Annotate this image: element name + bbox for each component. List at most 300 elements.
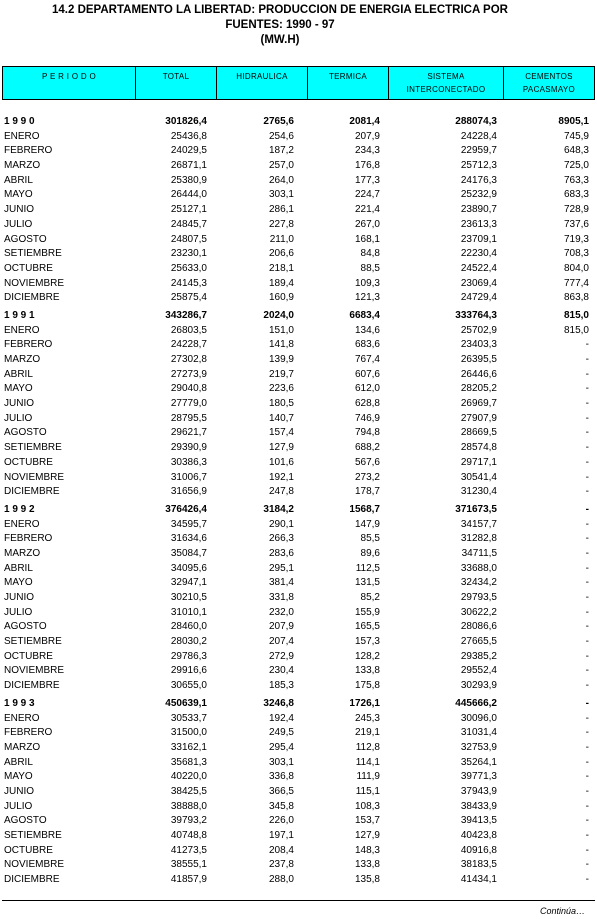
month-label: AGOSTO <box>4 621 47 633</box>
hidraulica-cell: 227,8 <box>268 218 294 230</box>
month-row <box>0 441 597 456</box>
termica-cell: 84,8 <box>360 248 380 260</box>
termica-cell: 1568,7 <box>349 503 380 515</box>
sistema-cell: 26395,5 <box>460 354 497 365</box>
month-label: SETIEMBRE <box>4 636 62 648</box>
termica-cell: 133,8 <box>354 859 380 871</box>
month-label: SETIEMBRE <box>4 442 62 454</box>
total-cell: 29390,9 <box>170 442 207 454</box>
total-cell: 33162,1 <box>170 741 207 753</box>
termica-cell: 2081,4 <box>349 116 380 127</box>
hidraulica-cell: 336,8 <box>268 771 294 783</box>
total-cell: 38888,0 <box>170 800 207 812</box>
total-cell: 24228,7 <box>170 339 207 351</box>
month-row <box>0 844 597 859</box>
total-cell: 24029,5 <box>170 145 207 157</box>
cementos-cell: 683,3 <box>563 189 589 201</box>
sistema-cell: 27907,9 <box>460 412 497 424</box>
sistema-cell: 23069,4 <box>460 277 497 289</box>
total-cell: 26871,1 <box>170 160 207 172</box>
hidraulica-cell: 139,9 <box>268 354 294 365</box>
month-row <box>0 785 597 800</box>
total-cell: 450639,1 <box>165 697 207 709</box>
sistema-cell: 29552,4 <box>460 665 497 677</box>
sistema-cell: 30293,9 <box>460 680 497 692</box>
cementos-cell: 815,0 <box>563 324 589 336</box>
month-row <box>0 679 597 694</box>
sistema-cell: 24522,4 <box>460 262 497 274</box>
sistema-cell: 28574,8 <box>460 442 497 454</box>
total-cell: 25875,4 <box>170 292 207 304</box>
month-row <box>0 635 597 650</box>
total-cell: 30210,5 <box>170 592 207 603</box>
cementos-cell: - <box>585 533 589 545</box>
month-row <box>0 426 597 441</box>
hidraulica-cell: 295,4 <box>268 741 294 753</box>
month-row <box>0 247 597 262</box>
cementos-cell: - <box>585 859 589 871</box>
hidraulica-cell: 381,4 <box>268 577 294 589</box>
sistema-cell: 37943,9 <box>460 785 497 797</box>
termica-cell: 109,3 <box>354 277 380 289</box>
month-row <box>0 233 597 248</box>
termica-cell: 153,7 <box>354 815 380 827</box>
termica-cell: 612,0 <box>354 383 380 395</box>
month-row <box>0 800 597 815</box>
termica-cell: 135,8 <box>354 874 380 886</box>
header-termica: TERMICA <box>308 67 389 100</box>
month-label: NOVIEMBRE <box>4 277 65 289</box>
cementos-cell: 804,0 <box>563 262 589 274</box>
sistema-cell: 23613,3 <box>460 218 497 230</box>
sistema-cell: 24176,3 <box>460 174 497 186</box>
termica-cell: 168,1 <box>354 233 380 245</box>
cementos-cell: - <box>585 680 589 692</box>
month-row <box>0 873 597 888</box>
month-label: JUNIO <box>4 592 34 603</box>
month-row <box>0 562 597 577</box>
month-label: ENERO <box>4 324 40 336</box>
termica-cell: 207,9 <box>354 130 380 142</box>
month-label: SETIEMBRE <box>4 248 62 260</box>
termica-cell: 273,2 <box>354 471 380 483</box>
month-row <box>0 547 597 562</box>
title-line-2: FUENTES: 1990 - 97 <box>225 19 335 31</box>
month-row <box>0 291 597 306</box>
month-label: DICIEMBRE <box>4 292 60 304</box>
month-label: ABRIL <box>4 174 33 186</box>
total-cell: 25436,8 <box>170 130 207 142</box>
termica-cell: 108,3 <box>354 800 380 812</box>
month-row <box>0 650 597 665</box>
month-row <box>0 203 597 218</box>
sistema-cell: 26969,7 <box>460 398 497 410</box>
month-label: JUNIO <box>4 204 34 216</box>
cementos-cell: 763,3 <box>563 174 589 186</box>
cementos-cell: 719,3 <box>563 233 589 245</box>
month-label: ENERO <box>4 518 40 530</box>
month-label: OCTUBRE <box>4 456 53 468</box>
month-label: JULIO <box>4 412 33 424</box>
month-label: JULIO <box>4 606 33 618</box>
termica-cell: 688,2 <box>354 442 380 454</box>
termica-cell: 133,8 <box>354 665 380 677</box>
hidraulica-cell: 288,0 <box>268 874 294 886</box>
total-cell: 30655,0 <box>170 680 207 692</box>
month-label: DICIEMBRE <box>4 680 60 692</box>
hidraulica-cell: 237,8 <box>268 859 294 871</box>
month-label: AGOSTO <box>4 233 47 245</box>
sistema-cell: 445666,2 <box>455 697 497 709</box>
month-label: OCTUBRE <box>4 844 53 856</box>
cementos-cell: - <box>585 339 589 351</box>
month-label: JULIO <box>4 800 33 812</box>
month-row <box>0 353 597 368</box>
month-label: JUNIO <box>4 398 34 410</box>
cementos-cell: - <box>585 874 589 886</box>
total-cell: 28460,0 <box>170 621 207 633</box>
total-cell: 25380,9 <box>170 174 207 186</box>
termica-cell: 112,5 <box>355 562 380 574</box>
hidraulica-cell: 218,1 <box>268 262 294 274</box>
month-label: MARZO <box>4 547 41 559</box>
cementos-cell: - <box>585 665 589 677</box>
hidraulica-cell: 266,3 <box>268 533 294 545</box>
hidraulica-cell: 187,2 <box>268 145 294 157</box>
total-cell: 29040,8 <box>170 383 207 395</box>
cementos-cell: 737,6 <box>563 218 589 230</box>
month-row <box>0 382 597 397</box>
termica-cell: 221,4 <box>354 204 380 216</box>
total-cell: 34595,7 <box>170 518 207 530</box>
termica-cell: 88,5 <box>360 262 380 274</box>
sistema-cell: 288074,3 <box>455 116 497 127</box>
termica-cell: 267,0 <box>354 218 380 230</box>
continua-note: Continúa… <box>539 906 585 916</box>
month-row <box>0 324 597 339</box>
termica-cell: 85,2 <box>360 592 380 603</box>
cementos-cell: - <box>585 830 589 841</box>
total-cell: 40220,0 <box>170 771 207 783</box>
hidraulica-cell: 264,0 <box>268 174 294 186</box>
month-row <box>0 159 597 174</box>
termica-cell: 128,2 <box>354 650 380 662</box>
hidraulica-cell: 3184,2 <box>263 503 294 515</box>
termica-cell: 175,8 <box>354 680 380 692</box>
termica-cell: 112,8 <box>355 741 380 753</box>
month-row <box>0 338 597 353</box>
hidraulica-cell: 160,9 <box>268 292 294 304</box>
month-row <box>0 858 597 873</box>
hidraulica-cell: 185,3 <box>268 680 294 692</box>
cementos-cell: - <box>585 577 589 589</box>
sistema-cell: 28086,6 <box>460 621 497 633</box>
hidraulica-cell: 2024,0 <box>263 309 294 321</box>
title-line-1: 14.2 DEPARTAMENTO LA LIBERTAD: PRODUCCION DE ENERGIA ELECTRICA POR <box>52 4 508 16</box>
cementos-cell: - <box>585 636 589 648</box>
termica-cell: 224,7 <box>354 189 380 201</box>
hidraulica-cell: 127,9 <box>268 442 294 454</box>
hidraulica-cell: 331,8 <box>268 592 294 603</box>
hidraulica-cell: 226,0 <box>268 815 294 827</box>
cementos-cell: - <box>585 456 589 468</box>
year-label: 1 9 9 1 <box>4 309 35 321</box>
total-cell: 35681,3 <box>170 756 207 768</box>
sistema-cell: 26446,6 <box>460 368 497 380</box>
total-cell: 30533,7 <box>170 712 207 724</box>
total-cell: 30386,3 <box>170 456 207 468</box>
sistema-cell: 333764,3 <box>455 309 497 321</box>
termica-cell: 219,1 <box>354 727 380 739</box>
cementos-cell: - <box>585 727 589 739</box>
month-label: MARZO <box>4 354 41 365</box>
termica-cell: 121,3 <box>354 292 380 304</box>
hidraulica-cell: 208,4 <box>268 844 294 856</box>
year-row <box>0 115 597 130</box>
total-cell: 24845,7 <box>170 218 207 230</box>
header-periodo: P E R I O D O <box>3 67 136 100</box>
month-label: ABRIL <box>4 368 33 380</box>
total-cell: 28030,2 <box>170 636 207 648</box>
termica-cell: 134,6 <box>354 324 380 336</box>
header-hidraulica: HIDRAULICA <box>217 67 308 100</box>
month-label: FEBRERO <box>4 339 53 351</box>
table-body <box>0 112 597 888</box>
month-label: MARZO <box>4 160 41 172</box>
bottom-rule <box>2 900 595 901</box>
hidraulica-cell: 219,7 <box>268 368 294 380</box>
cementos-cell: - <box>585 486 589 498</box>
cementos-cell: 8905,1 <box>558 116 589 127</box>
sistema-cell: 31282,8 <box>460 533 497 545</box>
month-row <box>0 712 597 727</box>
termica-cell: 794,8 <box>354 427 380 439</box>
month-row <box>0 277 597 292</box>
month-row <box>0 829 597 844</box>
cementos-cell: - <box>585 562 589 574</box>
cementos-cell: 863,8 <box>563 292 589 304</box>
sistema-cell: 35264,1 <box>460 756 497 768</box>
year-label: 1 9 9 3 <box>4 697 35 709</box>
total-cell: 41857,9 <box>170 874 207 886</box>
month-label: DICIEMBRE <box>4 486 60 498</box>
cementos-cell: 648,3 <box>563 145 589 157</box>
month-row <box>0 532 597 547</box>
cementos-cell: 815,0 <box>563 309 589 321</box>
total-cell: 343286,7 <box>165 309 207 321</box>
cementos-cell: - <box>585 354 589 365</box>
sistema-cell: 39771,3 <box>460 771 497 783</box>
hidraulica-cell: 283,6 <box>268 547 294 559</box>
sistema-cell: 40423,8 <box>460 830 497 841</box>
sistema-cell: 30541,4 <box>460 471 497 483</box>
hidraulica-cell: 303,1 <box>268 189 294 201</box>
termica-cell: 155,9 <box>354 606 380 618</box>
total-cell: 376426,4 <box>165 503 207 515</box>
hidraulica-cell: 366,5 <box>268 785 294 797</box>
termica-cell: 245,3 <box>354 712 380 724</box>
header-total: TOTAL <box>136 67 217 100</box>
hidraulica-cell: 254,6 <box>268 130 294 142</box>
sistema-cell: 38433,9 <box>460 800 497 812</box>
month-label: NOVIEMBRE <box>4 471 65 483</box>
total-cell: 31634,6 <box>170 533 207 545</box>
page-title <box>0 3 560 48</box>
termica-cell: 157,3 <box>354 636 380 648</box>
month-row <box>0 576 597 591</box>
sistema-cell: 24228,4 <box>460 130 497 142</box>
month-row <box>0 368 597 383</box>
month-label: OCTUBRE <box>4 650 53 662</box>
total-cell: 38425,5 <box>170 785 207 797</box>
total-cell: 35084,7 <box>170 547 207 559</box>
month-row <box>0 188 597 203</box>
month-label: AGOSTO <box>4 815 47 827</box>
hidraulica-cell: 232,0 <box>268 606 294 618</box>
cementos-cell: 745,9 <box>563 130 589 142</box>
cementos-cell: - <box>585 741 589 753</box>
cementos-cell: 708,3 <box>563 248 589 260</box>
month-label: ENERO <box>4 712 40 724</box>
termica-cell: 628,8 <box>354 398 380 410</box>
hidraulica-cell: 157,4 <box>268 427 294 439</box>
hidraulica-cell: 180,5 <box>268 398 294 410</box>
cementos-cell: 725,0 <box>563 160 589 172</box>
month-row <box>0 606 597 621</box>
cementos-cell: - <box>585 442 589 454</box>
sistema-cell: 28205,2 <box>460 383 497 395</box>
month-label: OCTUBRE <box>4 262 53 274</box>
month-row <box>0 130 597 145</box>
month-label: SETIEMBRE <box>4 830 62 841</box>
sistema-cell: 25702,9 <box>460 324 497 336</box>
termica-cell: 114,1 <box>355 756 380 768</box>
total-cell: 27779,0 <box>170 398 207 410</box>
termica-cell: 148,3 <box>354 844 380 856</box>
month-row <box>0 456 597 471</box>
termica-cell: 746,9 <box>354 412 380 424</box>
month-label: MARZO <box>4 741 41 753</box>
hidraulica-cell: 3246,8 <box>263 697 294 709</box>
month-row <box>0 726 597 741</box>
total-cell: 39793,2 <box>170 815 207 827</box>
month-label: ABRIL <box>4 756 33 768</box>
month-row <box>0 412 597 427</box>
termica-cell: 115,1 <box>355 785 380 797</box>
hidraulica-cell: 207,4 <box>268 636 294 648</box>
year-row <box>0 697 597 712</box>
total-cell: 29916,6 <box>170 665 207 677</box>
termica-cell: 131,5 <box>354 577 380 589</box>
month-row <box>0 218 597 233</box>
year-row <box>0 309 597 324</box>
hidraulica-cell: 257,0 <box>268 160 294 172</box>
month-label: AGOSTO <box>4 427 47 439</box>
month-row <box>0 770 597 785</box>
hidraulica-cell: 345,8 <box>268 800 294 812</box>
month-row <box>0 756 597 771</box>
hidraulica-cell: 286,1 <box>268 204 294 216</box>
cementos-cell: - <box>585 756 589 768</box>
hidraulica-cell: 295,1 <box>268 562 294 574</box>
total-cell: 25127,1 <box>170 204 207 216</box>
month-row <box>0 262 597 277</box>
hidraulica-cell: 151,0 <box>268 324 294 336</box>
cementos-cell: - <box>585 398 589 410</box>
total-cell: 26803,5 <box>170 324 207 336</box>
hidraulica-cell: 272,9 <box>268 650 294 662</box>
termica-cell: 89,6 <box>360 547 380 559</box>
hidraulica-cell: 141,8 <box>268 339 294 351</box>
termica-cell: 177,3 <box>354 174 380 186</box>
month-row <box>0 591 597 606</box>
header-sistema: SISTEMA INTERCONECTADO <box>389 67 504 100</box>
sistema-cell: 22959,7 <box>460 145 497 157</box>
sistema-cell: 22230,4 <box>460 248 497 260</box>
total-cell: 301826,4 <box>165 116 207 127</box>
total-cell: 27302,8 <box>170 354 207 365</box>
total-cell: 27273,9 <box>170 368 207 380</box>
hidraulica-cell: 247,8 <box>268 486 294 498</box>
sistema-cell: 40916,8 <box>460 844 497 856</box>
cementos-cell: - <box>585 650 589 662</box>
month-row <box>0 174 597 189</box>
sistema-cell: 33688,0 <box>460 562 497 574</box>
termica-cell: 234,3 <box>354 145 380 157</box>
sistema-cell: 23403,3 <box>460 339 497 351</box>
sistema-cell: 34157,7 <box>460 518 497 530</box>
cementos-cell: - <box>585 503 589 515</box>
sistema-cell: 31031,4 <box>460 727 497 739</box>
termica-cell: 607,6 <box>354 368 380 380</box>
sistema-cell: 34711,5 <box>461 547 497 559</box>
cementos-cell: - <box>585 547 589 559</box>
sistema-cell: 32753,9 <box>460 741 497 753</box>
month-label: NOVIEMBRE <box>4 665 65 677</box>
hidraulica-cell: 207,9 <box>268 621 294 633</box>
month-label: FEBRERO <box>4 145 53 157</box>
cementos-cell: - <box>585 471 589 483</box>
month-label: JUNIO <box>4 785 34 797</box>
month-row <box>0 144 597 159</box>
termica-cell: 127,9 <box>354 830 380 841</box>
sistema-cell: 371673,5 <box>455 503 497 515</box>
month-label: ENERO <box>4 130 40 142</box>
cementos-cell: - <box>585 712 589 724</box>
cementos-cell: - <box>585 771 589 783</box>
cementos-cell: - <box>585 785 589 797</box>
hidraulica-cell: 206,6 <box>268 248 294 260</box>
month-row <box>0 397 597 412</box>
cementos-cell: - <box>585 518 589 530</box>
cementos-cell: - <box>585 368 589 380</box>
month-label: MAYO <box>4 383 33 395</box>
sistema-cell: 23890,7 <box>460 204 497 216</box>
total-cell: 38555,1 <box>170 859 207 871</box>
hidraulica-cell: 101,6 <box>268 456 294 468</box>
total-cell: 31656,9 <box>170 486 207 498</box>
sistema-cell: 31230,4 <box>460 486 497 498</box>
month-row <box>0 485 597 500</box>
termica-cell: 165,5 <box>354 621 380 633</box>
header-cementos: CEMENTOS PACASMAYO <box>504 67 595 100</box>
year-label: 1 9 9 0 <box>4 116 35 127</box>
year-row <box>0 503 597 518</box>
termica-cell: 176,8 <box>354 160 380 172</box>
hidraulica-cell: 223,6 <box>268 383 294 395</box>
hidraulica-cell: 140,7 <box>268 412 294 424</box>
termica-cell: 767,4 <box>354 354 380 365</box>
